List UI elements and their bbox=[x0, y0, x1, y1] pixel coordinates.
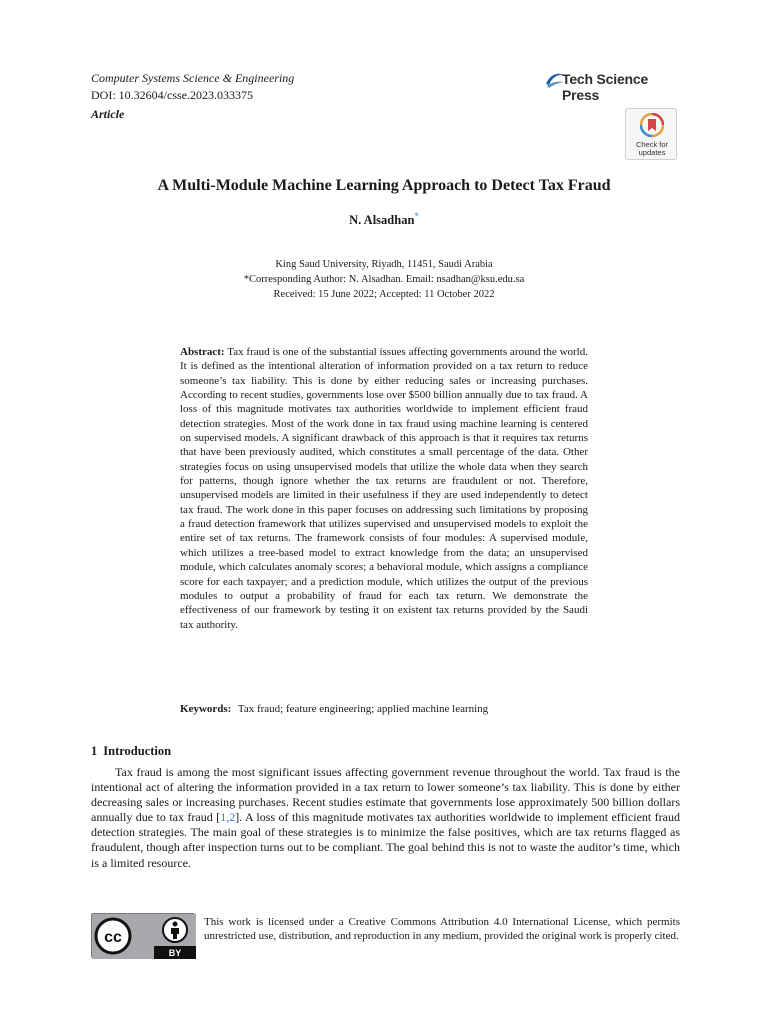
paragraph-text-end: ]. A loss of this magnitude motivates tax authorities worldwide to implement efficient fraud detection strategies. The main goal of these strategies is to minimize the false positives, which are tax returns flagged as fraudulent, though after inspection turns out to be compliant. The goal behind this is not to waste the auditor’s time, which is a limited resource. bbox=[91, 810, 680, 870]
keywords-label: Keywords: bbox=[180, 703, 232, 715]
attribution-person-icon bbox=[163, 918, 187, 942]
check-for-updates-button[interactable] bbox=[625, 108, 677, 160]
citation-link[interactable]: 1,2 bbox=[220, 810, 236, 825]
keywords bbox=[180, 702, 600, 716]
journal-name: Computer Systems Science & Engineering bbox=[91, 71, 295, 85]
article-type: Article bbox=[91, 107, 125, 121]
section-title: Introduction bbox=[103, 744, 172, 758]
section-heading-introduction bbox=[91, 743, 171, 759]
keywords-text: Tax fraud; feature engineering; applied machine learning bbox=[237, 703, 489, 715]
publisher-logo bbox=[544, 70, 680, 103]
creative-commons-icon bbox=[96, 919, 130, 953]
author-name[interactable]: N. Alsadhan bbox=[349, 213, 415, 228]
section-number: 1 bbox=[91, 744, 98, 758]
author-line bbox=[0, 208, 768, 228]
bookmark-icon bbox=[640, 113, 664, 139]
paper-title: A Multi-Module Machine Learning Approach to Detect Tax Fraud bbox=[157, 177, 611, 194]
license-text: This work is licensed under a Creative Commons Attribution 4.0 International License, which permits unrestricted use, distribution, and reproduction in any medium, provided the original work is properly cited. bbox=[204, 916, 680, 943]
affiliation: King Saud University, Riyadh, 11451, Saudi Arabia bbox=[275, 259, 493, 270]
check-updates-label: Check for updates bbox=[635, 140, 669, 157]
introduction-paragraph bbox=[91, 765, 680, 871]
doi[interactable]: DOI: 10.32604/csse.2023.033375 bbox=[91, 88, 253, 102]
svg-text:cc: cc bbox=[104, 929, 122, 946]
abstract bbox=[180, 345, 588, 632]
abstract-label: Abstract: bbox=[180, 346, 225, 358]
dates: Received: 15 June 2022; Accepted: 11 October 2022 bbox=[273, 289, 495, 300]
by-badge: BY bbox=[168, 948, 182, 958]
publisher-name: Tech Science Press bbox=[562, 71, 649, 103]
corresponding-author: *Corresponding Author: N. Alsadhan. Email: nsadhan@ksu.edu.sa bbox=[243, 274, 525, 285]
corresponding-mark[interactable]: * bbox=[414, 211, 419, 221]
cc-by-license-logo[interactable] bbox=[91, 913, 195, 958]
paragraph-text-start: Tax fraud is among the most significant issues affecting government revenue throughout the world. Tax fraud is the intentional act of altering the information provided in a tax return to lower someone’s tax liability. This is done by either decreasing sales or increasing purchases. Recent studies estimate that governments lose approximately 500 billion dollars annually due to tax fraud [ bbox=[91, 765, 680, 825]
abstract-text: Tax fraud is one of the substantial issues affecting governments around the world. It is defined as the intentional alteration of information provided on a tax return to reduce someone’s tax liability. This is done by either reducing sales or increasing purchases. According to recent studies, governments lose over $500 billion annually due to tax fraud. A loss of this magnitude motivates tax authorities worldwide to implement efficient fraud detection strategies. Most of the work done in tax fraud using machine learning is centered on supervised models. A significant drawback of this approach is that it requires tax returns that have been previously audited, which constitutes a small percentage of the data. Other strategies focus on using unsupervised models that utilize the whole data when they search for patterns, though ignore whether the tax returns are fraudulent or not. Therefore, unsupervised models are limited in their usefulness if they are used independently to detect tax fraud. The work done in this paper focuses on addressing such limitations by proposing a fraud detection framework that utilizes supervised and unsupervised models to exploit the entire set of tax returns. The framework consists of four modules: A supervised module, which utilizes a tree-based model to extract knowledge from the data; an unsupervised module, which calculates anomaly scores; a behavioral module, which assigns a compliance score for each taxpayer; and a prediction module, which utilizes the output of the previous modules to output a probability of fraud for each tax return. We demonstrate the effectiveness of our framework by testing it on existent tax returns provided by the Saudi tax authority. bbox=[180, 346, 588, 631]
